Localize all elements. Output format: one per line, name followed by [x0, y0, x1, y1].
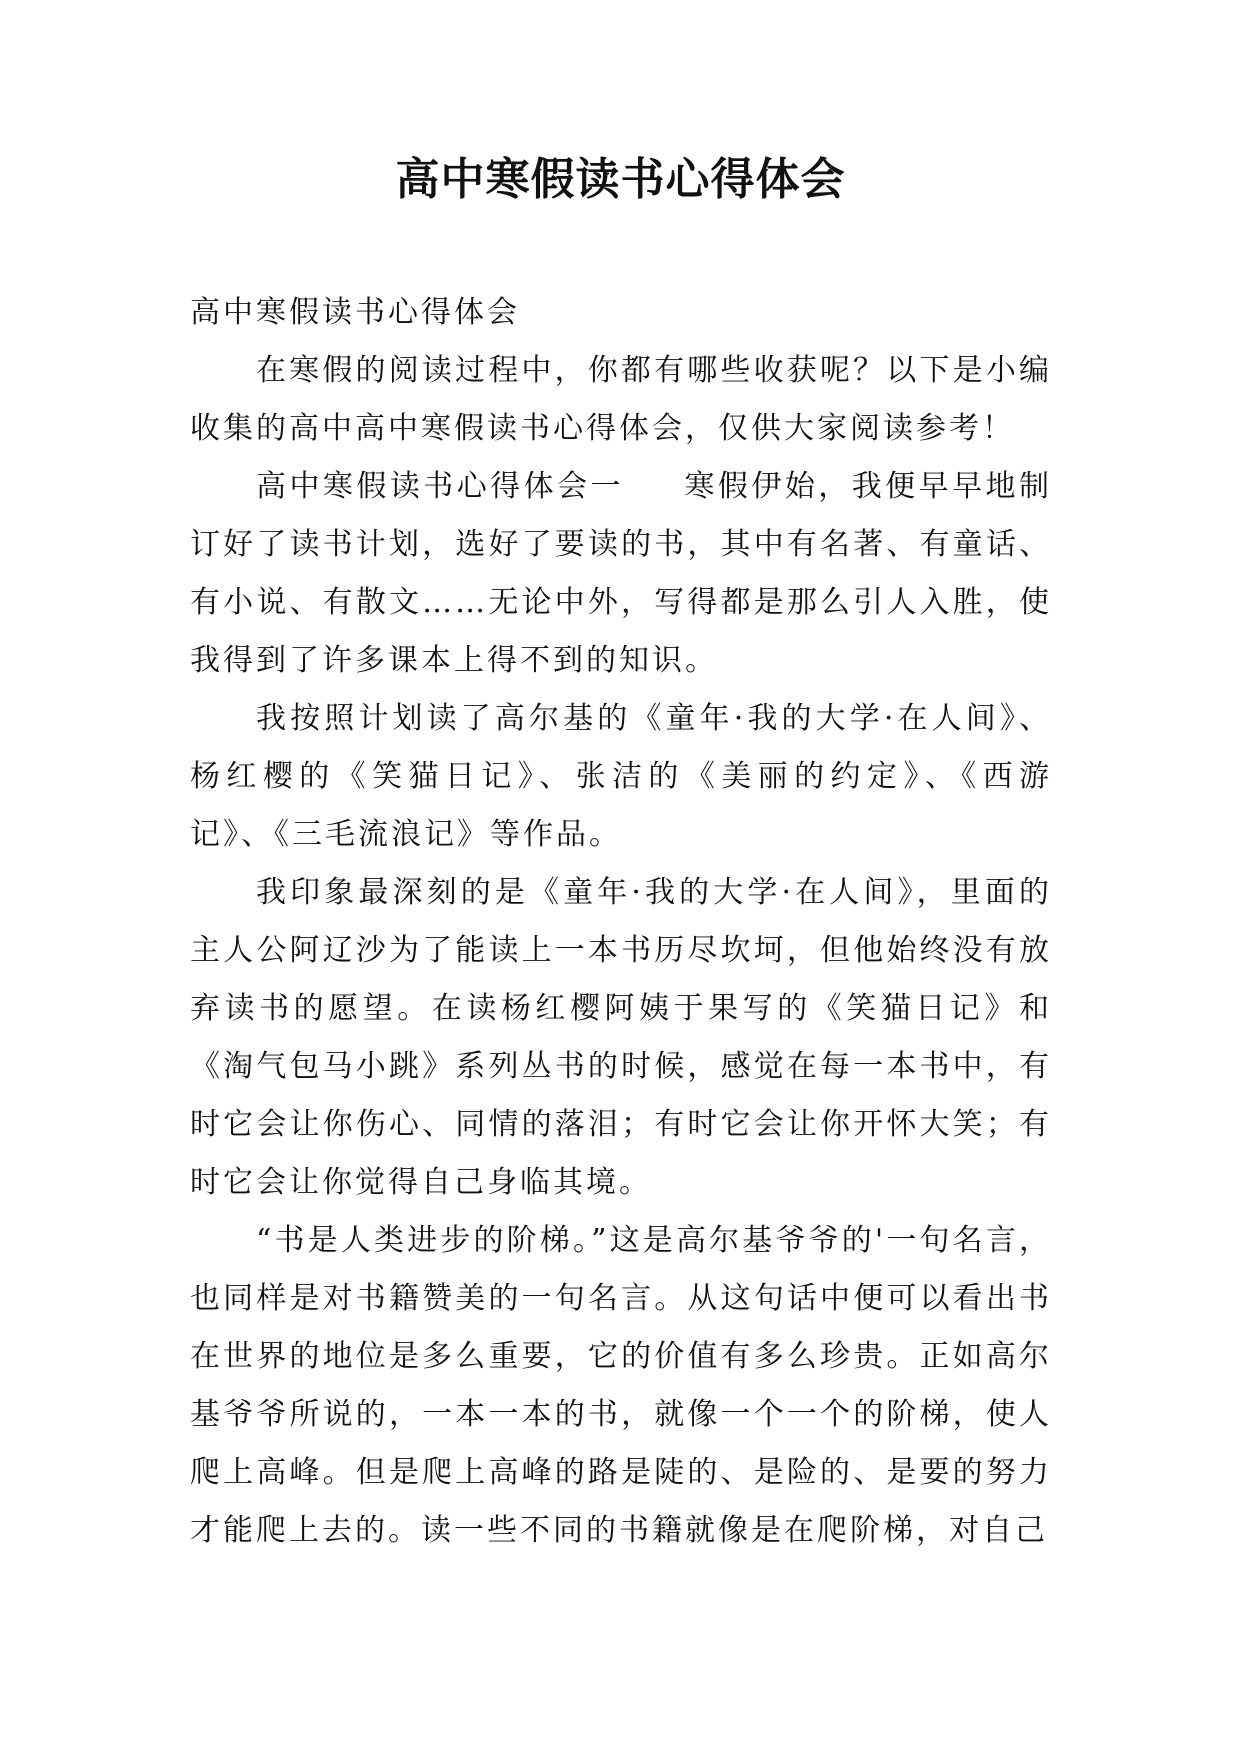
document-subtitle: 高中寒假读书心得体会 [190, 295, 520, 330]
body-paragraph-reading-list: 我按照计划读了高尔基的《童年·我的大学·在人间》、杨红樱的《笑猫日记》、张洁的《美丽的约定》、《西游记》、《三毛流浪记》等作品。 [190, 701, 1052, 852]
intro-paragraph: 在寒假的阅读过程中，你都有哪些收获呢？以下是小编收集的高中高中寒假读书心得体会，仅供大家阅读参考！ [190, 353, 1052, 446]
document-body [190, 284, 1052, 1560]
section-heading: 高中寒假读书心得体会一 [256, 469, 624, 504]
section-first-paragraph [190, 458, 1052, 690]
body-paragraph-impression: 我印象最深刻的是《童年·我的大学·在人间》，里面的主人公阿辽沙为了能读上一本书历尽坎坷，但他始终没有放弃读书的愿望。在读杨红樱阿姨于果写的《笑猫日记》和《淘气包马小跳》系列丛书的时候，感觉在每一本书中，有时它会让你伤心、同情的落泪；有时它会让你开怀大笑；有时它会让你觉得自己身临其境。 [190, 875, 1052, 1200]
section-first-text: 寒假伊始，我便早早地制订好了读书计划，选好了要读的书，其中有名著、有童话、有小说、有散文……无论中外，写得都是那么引人入胜，使我得到了许多课本上得不到的知识。 [190, 469, 1052, 678]
body-paragraph-quote: “书是人类进步的阶梯。”这是高尔基爷爷的'一句名言，也同样是对书籍赞美的一句名言。从这句话中便可以看出书在世界的地位是多么重要，它的价值有多么珍贵。正如高尔基爷爷所说的，一本一本的书，就像一个一个的阶梯，使人爬上高峰。但是爬上高峰的路是陡的、是险的、是要的努力才能爬上去的。读一些不同的书籍就像是在爬阶梯，对自己 [190, 1223, 1052, 1548]
document-title: 高中寒假读书心得体会 [395, 154, 846, 205]
